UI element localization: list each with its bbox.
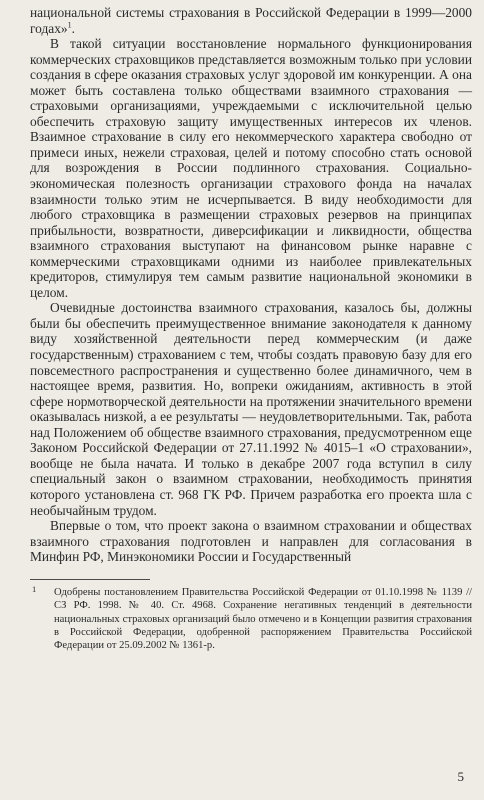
page-number: 5: [457, 769, 464, 784]
paragraph-1: [30, 5, 472, 36]
paragraph-3: Очевидные достоинства взаимного страхования, казалось бы, должны были бы обеспечить преимущественное внимание законодателя к данному виду хозяйственной деятельности перед коммерческим (и даже государственным) страхованием с тем, чтобы создать правовую базу для его повсеместного распространения и существенно более динамичного, чем в настоящее время, развития. Но, вопреки ожиданиям, активность в этой сфере нормотворческой деятельности на протяжении значительного времени оказывалась низкой, а ее результаты — неудовлетворительными. Так, работа над Положением об обществе взаимного страхования, предусмотренном еще Законом Российской Федерации от 27.11.1992 № 4015–1 «О страховании», вообще не была начата. И только в декабре 2007 года вступил в силу специальный закон о взаимном страховании, необходимость принятия которого установлена ст. 968 ГК РФ. Причем разработка его проекта шла с необычайным трудом.: [30, 300, 472, 518]
paragraph-2: В такой ситуации восстановление нормального функционирования коммерческих страховщиков представляется возможным только при условии создания в сфере оказания страховых услуг здоровой им конкуренции. А она может быть составлена только обществами взаимного страхования — страховыми организациями, учреждаемыми с исключительной целью обеспечить страховую защиту имущественных интересов их членов. Взаимное страхование в силу его некоммерческого характера свободно от примеси иных, нежели страховая, целей и потому способно стать основой для возрождения в России подлинного страхования. Социально-экономическая полезность организации страхового фонда на началах взаимности только этим не исчерпывается. В виду необходимости для любого страховщика в размещении страховых резервов на принципах прибыльности, возвратности, диверсификации и ликвидности, общества взаимного страхования выступают на финансовом рынке наравне с коммерческими страховщиками одними из наиболее привлекательных кредиторов, стимулируя тем самым развитие национальной экономики в целом.: [30, 36, 472, 300]
paragraph-4: Впервые о том, что проект закона о взаимном страховании и обществах взаимного страхования подготовлен и направлен для согласования в Минфин РФ, Минэкономики России и Государственный: [30, 518, 472, 565]
footnote-divider: [30, 579, 150, 580]
main-text: [30, 5, 472, 565]
paragraph-1-end: .: [71, 20, 75, 36]
footnote-reference: 1: [67, 20, 72, 30]
footnote-text: Одобрены постановлением Правительства Российской Федерации от 01.10.1998 № 1139 // СЗ РФ. 1998. № 40. Ст. 4968. Сохранение негативных тенденций в деятельности национальных страховых организаций было отмечено и в Концепции развития страхования в Российской Федерации, одобренной распоряжением Правительства Российской Федерации от 25.09.2002 № 1361-р.: [54, 586, 472, 652]
footnote: [30, 583, 472, 653]
footnote-mark: 1: [32, 583, 37, 594]
paragraph-1-text: национальной системы страхования в Российской Федерации в 1999—2000 годах»: [30, 5, 472, 36]
